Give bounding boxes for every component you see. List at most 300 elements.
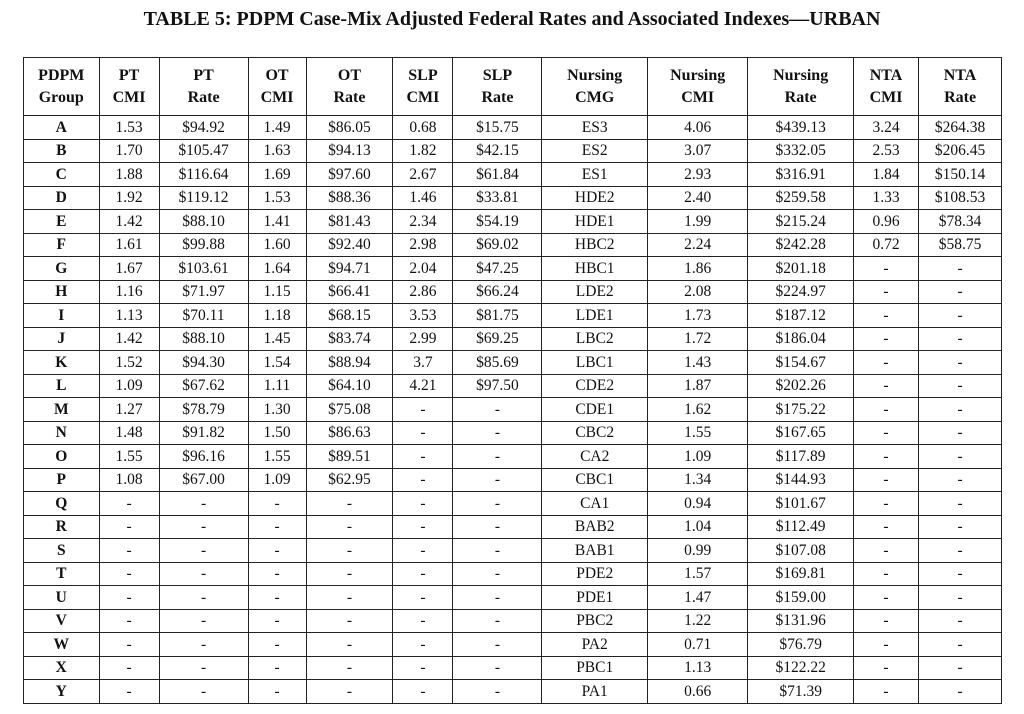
cell-nursing-cmi: 2.24 xyxy=(648,233,748,257)
cell-pt-cmi: 1.53 xyxy=(99,116,159,140)
cell-nursing-rate: $167.65 xyxy=(748,421,854,445)
cell-nta-cmi: 0.72 xyxy=(853,233,918,257)
column-header-line1: OT xyxy=(337,66,362,84)
cell-nursing-cmi: 1.87 xyxy=(648,374,748,398)
table-row xyxy=(24,374,1002,398)
cell-slp-rate: $33.81 xyxy=(453,186,542,210)
cell-nta-cmi: 1.33 xyxy=(853,186,918,210)
cell-pt-cmi: 1.55 xyxy=(99,445,159,469)
cell-nursing-cmi: 4.06 xyxy=(648,116,748,140)
cell-slp-cmi: 1.46 xyxy=(393,186,453,210)
cell-nta-cmi: - xyxy=(853,421,918,445)
table-row xyxy=(24,680,1002,704)
cell-nta-cmi: - xyxy=(853,351,918,375)
cell-ot-cmi: 1.60 xyxy=(248,233,306,257)
cell-nursing-cmi: 1.62 xyxy=(648,398,748,422)
cell-nta-cmi: 3.24 xyxy=(853,116,918,140)
cell-ot-cmi: 1.18 xyxy=(248,304,306,328)
column-header-line2: CMI xyxy=(869,88,903,106)
cell-nursing-rate: $224.97 xyxy=(748,280,854,304)
cell-pt-cmi: 1.88 xyxy=(99,163,159,187)
cell-ot-rate: - xyxy=(306,492,393,516)
cell-nursing-rate: $242.28 xyxy=(748,233,854,257)
cell-ot-rate: $89.51 xyxy=(306,445,393,469)
cell-pt-rate: $119.12 xyxy=(159,186,248,210)
cell-nursing-cmg: LDE1 xyxy=(542,304,648,328)
cell-nta-rate: - xyxy=(919,656,1002,680)
cell-nursing-rate: $202.26 xyxy=(748,374,854,398)
cell-nta-cmi: - xyxy=(853,492,918,516)
table-row xyxy=(24,327,1002,351)
cell-nursing-rate: $107.08 xyxy=(748,539,854,563)
cell-slp-rate: - xyxy=(453,586,542,610)
cell-pdpm-group: D xyxy=(24,186,100,210)
cell-slp-rate: $81.75 xyxy=(453,304,542,328)
cell-ot-cmi: 1.45 xyxy=(248,327,306,351)
cell-ot-cmi: 1.54 xyxy=(248,351,306,375)
cell-nta-rate: - xyxy=(919,515,1002,539)
cell-pt-cmi: 1.48 xyxy=(99,421,159,445)
cell-pdpm-group: E xyxy=(24,210,100,234)
cell-pt-rate: - xyxy=(159,492,248,516)
cell-nta-rate: - xyxy=(919,586,1002,610)
cell-nta-rate: - xyxy=(919,468,1002,492)
cell-nursing-rate: $159.00 xyxy=(748,586,854,610)
cell-nta-rate: - xyxy=(919,492,1002,516)
table-title: TABLE 5: PDPM Case-Mix Adjusted Federal Rates and Associated Indexes—URBAN xyxy=(143,8,881,30)
cell-nta-cmi: 1.84 xyxy=(853,163,918,187)
cell-slp-cmi: 2.99 xyxy=(393,327,453,351)
cell-slp-cmi: 2.34 xyxy=(393,210,453,234)
column-header-line1: SLP xyxy=(408,66,438,84)
cell-nursing-cmg: CBC1 xyxy=(542,468,648,492)
cell-pt-cmi: - xyxy=(99,492,159,516)
cell-nursing-cmi: 2.40 xyxy=(648,186,748,210)
cell-nursing-cmg: HDE2 xyxy=(542,186,648,210)
cell-nta-cmi: 0.96 xyxy=(853,210,918,234)
cell-nta-rate: $150.14 xyxy=(919,163,1002,187)
column-header-ot-cmi xyxy=(248,58,306,116)
cell-pdpm-group: I xyxy=(24,304,100,328)
cell-slp-rate: $66.24 xyxy=(453,280,542,304)
cell-pdpm-group: Y xyxy=(24,680,100,704)
cell-nursing-cmi: 1.13 xyxy=(648,656,748,680)
column-header-line2: Rate xyxy=(944,88,977,106)
cell-pt-cmi: 1.61 xyxy=(99,233,159,257)
cell-ot-rate: $92.40 xyxy=(306,233,393,257)
table-row xyxy=(24,139,1002,163)
cell-ot-rate: $68.15 xyxy=(306,304,393,328)
column-header-line1: OT xyxy=(265,66,289,84)
cell-nursing-cmi: 0.99 xyxy=(648,539,748,563)
cell-pt-rate: $94.30 xyxy=(159,351,248,375)
cell-ot-rate: $86.05 xyxy=(306,116,393,140)
cell-nursing-cmg: ES1 xyxy=(542,163,648,187)
column-header-slp-rate xyxy=(453,58,542,116)
cell-slp-rate: - xyxy=(453,445,542,469)
cell-nursing-cmi: 3.07 xyxy=(648,139,748,163)
cell-pdpm-group: Q xyxy=(24,492,100,516)
cell-slp-rate: - xyxy=(453,562,542,586)
cell-ot-cmi: 1.09 xyxy=(248,468,306,492)
cell-nta-rate: - xyxy=(919,280,1002,304)
cell-pdpm-group: A xyxy=(24,116,100,140)
cell-nursing-cmg: PA1 xyxy=(542,680,648,704)
table-row xyxy=(24,515,1002,539)
cell-slp-rate: - xyxy=(453,633,542,657)
column-header-line2: CMI xyxy=(406,88,440,106)
cell-pt-rate: $105.47 xyxy=(159,139,248,163)
cell-slp-cmi: - xyxy=(393,515,453,539)
cell-pt-rate: $99.88 xyxy=(159,233,248,257)
cell-pt-cmi: 1.67 xyxy=(99,257,159,281)
cell-pt-rate: $78.79 xyxy=(159,398,248,422)
cell-nursing-cmg: LDE2 xyxy=(542,280,648,304)
cell-ot-rate: $86.63 xyxy=(306,421,393,445)
cell-ot-cmi: - xyxy=(248,680,306,704)
cell-nta-rate: - xyxy=(919,351,1002,375)
cell-nta-cmi: - xyxy=(853,398,918,422)
table-row xyxy=(24,421,1002,445)
cell-pdpm-group: L xyxy=(24,374,100,398)
cell-slp-rate: $69.02 xyxy=(453,233,542,257)
cell-nta-rate: - xyxy=(919,327,1002,351)
cell-ot-rate: - xyxy=(306,609,393,633)
cell-pdpm-group: H xyxy=(24,280,100,304)
table-row xyxy=(24,633,1002,657)
cell-nursing-rate: $259.58 xyxy=(748,186,854,210)
cell-ot-rate: - xyxy=(306,656,393,680)
cell-nursing-cmi: 1.47 xyxy=(648,586,748,610)
cell-pdpm-group: X xyxy=(24,656,100,680)
cell-pdpm-group: N xyxy=(24,421,100,445)
cell-slp-cmi: 2.67 xyxy=(393,163,453,187)
cell-nta-cmi: - xyxy=(853,539,918,563)
cell-pt-cmi: 1.13 xyxy=(99,304,159,328)
table-row xyxy=(24,539,1002,563)
cell-pdpm-group: O xyxy=(24,445,100,469)
cell-pt-rate: - xyxy=(159,562,248,586)
cell-nursing-cmi: 1.09 xyxy=(648,445,748,469)
cell-nursing-rate: $131.96 xyxy=(748,609,854,633)
table-row xyxy=(24,609,1002,633)
cell-pt-cmi: 1.09 xyxy=(99,374,159,398)
cell-pdpm-group: V xyxy=(24,609,100,633)
cell-ot-rate: - xyxy=(306,515,393,539)
cell-slp-rate: $85.69 xyxy=(453,351,542,375)
cell-nta-rate: - xyxy=(919,680,1002,704)
table-row xyxy=(24,468,1002,492)
cell-ot-cmi: - xyxy=(248,586,306,610)
cell-pt-rate: - xyxy=(159,633,248,657)
cell-pt-cmi: 1.16 xyxy=(99,280,159,304)
cell-nursing-cmg: HDE1 xyxy=(542,210,648,234)
cell-pdpm-group: G xyxy=(24,257,100,281)
cell-ot-rate: $66.41 xyxy=(306,280,393,304)
cell-nursing-rate: $316.91 xyxy=(748,163,854,187)
cell-ot-rate: $62.95 xyxy=(306,468,393,492)
cell-slp-rate: $54.19 xyxy=(453,210,542,234)
cell-slp-cmi: - xyxy=(393,492,453,516)
cell-slp-rate: - xyxy=(453,468,542,492)
cell-slp-rate: - xyxy=(453,539,542,563)
cell-slp-cmi: - xyxy=(393,539,453,563)
cell-nta-cmi: - xyxy=(853,515,918,539)
table-row xyxy=(24,186,1002,210)
cell-ot-rate: $94.13 xyxy=(306,139,393,163)
table-row xyxy=(24,233,1002,257)
cell-nta-cmi: - xyxy=(853,257,918,281)
cell-slp-rate: $47.25 xyxy=(453,257,542,281)
cell-nursing-cmi: 1.99 xyxy=(648,210,748,234)
cell-slp-cmi: 4.21 xyxy=(393,374,453,398)
cell-slp-rate: - xyxy=(453,515,542,539)
column-header-nta-rate xyxy=(919,58,1002,116)
cell-ot-cmi: 1.41 xyxy=(248,210,306,234)
cell-slp-cmi: 3.7 xyxy=(393,351,453,375)
cell-nursing-cmi: 1.73 xyxy=(648,304,748,328)
cell-nursing-cmi: 1.86 xyxy=(648,257,748,281)
cell-slp-rate: $97.50 xyxy=(453,374,542,398)
cell-nursing-cmg: PDE2 xyxy=(542,562,648,586)
cell-ot-cmi: 1.15 xyxy=(248,280,306,304)
cell-nursing-cmi: 2.08 xyxy=(648,280,748,304)
cell-ot-cmi: 1.50 xyxy=(248,421,306,445)
cell-ot-rate: - xyxy=(306,539,393,563)
cell-pt-rate: $88.10 xyxy=(159,327,248,351)
cell-nursing-cmg: CDE2 xyxy=(542,374,648,398)
cell-ot-rate: - xyxy=(306,586,393,610)
cell-slp-rate: - xyxy=(453,609,542,633)
cell-ot-rate: $88.36 xyxy=(306,186,393,210)
cell-nursing-cmi: 0.66 xyxy=(648,680,748,704)
table-row xyxy=(24,445,1002,469)
cell-pt-cmi: - xyxy=(99,562,159,586)
table-row xyxy=(24,562,1002,586)
table-row xyxy=(24,656,1002,680)
cell-nursing-cmi: 1.04 xyxy=(648,515,748,539)
cell-ot-cmi: 1.30 xyxy=(248,398,306,422)
cell-nursing-cmg: PDE1 xyxy=(542,586,648,610)
cell-ot-cmi: 1.69 xyxy=(248,163,306,187)
cell-ot-rate: - xyxy=(306,562,393,586)
cell-slp-cmi: - xyxy=(393,586,453,610)
cell-slp-rate: - xyxy=(453,421,542,445)
column-header-line2: Rate xyxy=(481,88,514,106)
cell-nursing-rate: $76.79 xyxy=(748,633,854,657)
cell-pt-cmi: 1.27 xyxy=(99,398,159,422)
cell-pdpm-group: R xyxy=(24,515,100,539)
column-header-line1: Nursing xyxy=(773,66,829,84)
cell-ot-rate: $94.71 xyxy=(306,257,393,281)
column-header-ot-rate xyxy=(306,58,393,116)
cell-ot-cmi: 1.11 xyxy=(248,374,306,398)
cell-nta-rate: $264.38 xyxy=(919,116,1002,140)
cell-pt-cmi: 1.92 xyxy=(99,186,159,210)
cell-pt-cmi: - xyxy=(99,680,159,704)
cell-pt-cmi: - xyxy=(99,515,159,539)
column-header-line2: CMG xyxy=(575,88,615,106)
cell-pt-cmi: 1.52 xyxy=(99,351,159,375)
cell-slp-cmi: - xyxy=(393,445,453,469)
cell-nta-cmi: - xyxy=(853,468,918,492)
cell-pt-rate: $70.11 xyxy=(159,304,248,328)
cell-pdpm-group: P xyxy=(24,468,100,492)
cell-nursing-rate: $201.18 xyxy=(748,257,854,281)
cell-ot-cmi: - xyxy=(248,633,306,657)
cell-nta-rate: $206.45 xyxy=(919,139,1002,163)
cell-pt-cmi: - xyxy=(99,656,159,680)
cell-ot-rate: $64.10 xyxy=(306,374,393,398)
rates-table xyxy=(23,57,1002,704)
column-header-line2: Group xyxy=(38,88,84,106)
cell-nta-cmi: - xyxy=(853,609,918,633)
cell-pt-rate: $91.82 xyxy=(159,421,248,445)
cell-ot-cmi: 1.49 xyxy=(248,116,306,140)
cell-nursing-cmi: 1.43 xyxy=(648,351,748,375)
cell-nursing-rate: $122.22 xyxy=(748,656,854,680)
cell-slp-cmi: - xyxy=(393,680,453,704)
table-row xyxy=(24,257,1002,281)
cell-slp-rate: $61.84 xyxy=(453,163,542,187)
cell-nta-cmi: - xyxy=(853,327,918,351)
cell-nursing-rate: $215.24 xyxy=(748,210,854,234)
column-header-line1: PDPM xyxy=(38,66,85,84)
cell-pdpm-group: K xyxy=(24,351,100,375)
cell-nursing-rate: $112.49 xyxy=(748,515,854,539)
cell-pt-rate: - xyxy=(159,539,248,563)
table-row xyxy=(24,304,1002,328)
cell-nta-cmi: 2.53 xyxy=(853,139,918,163)
cell-nursing-cmg: PBC2 xyxy=(542,609,648,633)
cell-slp-rate: $15.75 xyxy=(453,116,542,140)
cell-ot-rate: $81.43 xyxy=(306,210,393,234)
table-row xyxy=(24,163,1002,187)
cell-slp-cmi: - xyxy=(393,421,453,445)
column-header-line1: PT xyxy=(118,66,140,84)
cell-slp-cmi: 0.68 xyxy=(393,116,453,140)
cell-nta-rate: - xyxy=(919,257,1002,281)
cell-nursing-cmi: 1.34 xyxy=(648,468,748,492)
cell-slp-cmi: 2.04 xyxy=(393,257,453,281)
cell-slp-cmi: - xyxy=(393,656,453,680)
table-header xyxy=(24,58,1002,116)
cell-nta-rate: - xyxy=(919,421,1002,445)
cell-pdpm-group: S xyxy=(24,539,100,563)
cell-ot-rate: - xyxy=(306,633,393,657)
cell-pdpm-group: F xyxy=(24,233,100,257)
cell-ot-rate: $83.74 xyxy=(306,327,393,351)
column-header-line1: Nursing xyxy=(567,66,623,84)
cell-ot-cmi: - xyxy=(248,515,306,539)
cell-ot-cmi: 1.55 xyxy=(248,445,306,469)
table-row xyxy=(24,116,1002,140)
cell-nta-cmi: - xyxy=(853,280,918,304)
cell-nta-rate: - xyxy=(919,304,1002,328)
cell-nursing-cmi: 1.57 xyxy=(648,562,748,586)
column-header-nursing-cmi xyxy=(648,58,748,116)
cell-slp-cmi: - xyxy=(393,468,453,492)
cell-slp-cmi: - xyxy=(393,609,453,633)
column-header-pdpm-group xyxy=(24,58,100,116)
cell-nursing-rate: $101.67 xyxy=(748,492,854,516)
cell-nursing-cmg: CBC2 xyxy=(542,421,648,445)
cell-slp-rate: - xyxy=(453,492,542,516)
cell-pt-rate: $88.10 xyxy=(159,210,248,234)
cell-pdpm-group: B xyxy=(24,139,100,163)
cell-slp-rate: - xyxy=(453,398,542,422)
column-header-slp-cmi xyxy=(393,58,453,116)
cell-pt-rate: - xyxy=(159,680,248,704)
cell-nta-cmi: - xyxy=(853,680,918,704)
cell-pt-cmi: - xyxy=(99,609,159,633)
cell-nta-rate: - xyxy=(919,609,1002,633)
cell-pt-rate: - xyxy=(159,586,248,610)
column-header-line2: CMI xyxy=(112,88,146,106)
table-row xyxy=(24,210,1002,234)
cell-nta-rate: $58.75 xyxy=(919,233,1002,257)
cell-slp-cmi: 2.86 xyxy=(393,280,453,304)
column-header-line2: Rate xyxy=(187,88,220,106)
cell-slp-rate: $42.15 xyxy=(453,139,542,163)
cell-nta-cmi: - xyxy=(853,656,918,680)
cell-nursing-cmi: 1.72 xyxy=(648,327,748,351)
cell-nursing-rate: $154.67 xyxy=(748,351,854,375)
cell-slp-cmi: - xyxy=(393,562,453,586)
cell-nta-cmi: - xyxy=(853,633,918,657)
cell-ot-cmi: - xyxy=(248,609,306,633)
cell-nursing-cmi: 1.55 xyxy=(648,421,748,445)
cell-slp-cmi: 3.53 xyxy=(393,304,453,328)
cell-slp-cmi: - xyxy=(393,633,453,657)
cell-ot-rate: $75.08 xyxy=(306,398,393,422)
cell-slp-rate: - xyxy=(453,680,542,704)
cell-ot-cmi: - xyxy=(248,492,306,516)
cell-nursing-rate: $186.04 xyxy=(748,327,854,351)
table-row xyxy=(24,280,1002,304)
column-header-line2: Rate xyxy=(333,88,366,106)
cell-pt-rate: - xyxy=(159,515,248,539)
cell-ot-rate: $97.60 xyxy=(306,163,393,187)
cell-pt-cmi: 1.42 xyxy=(99,210,159,234)
cell-nta-rate: $78.34 xyxy=(919,210,1002,234)
cell-nursing-cmi: 0.71 xyxy=(648,633,748,657)
cell-nta-rate: - xyxy=(919,445,1002,469)
column-header-nursing-cmg xyxy=(542,58,648,116)
cell-pdpm-group: W xyxy=(24,633,100,657)
cell-ot-rate: $88.94 xyxy=(306,351,393,375)
cell-nursing-cmg: LBC1 xyxy=(542,351,648,375)
cell-nursing-rate: $71.39 xyxy=(748,680,854,704)
cell-pt-rate: $116.64 xyxy=(159,163,248,187)
cell-nursing-cmg: LBC2 xyxy=(542,327,648,351)
column-header-line2: CMI xyxy=(681,88,715,106)
cell-nta-cmi: - xyxy=(853,562,918,586)
cell-nta-rate: - xyxy=(919,398,1002,422)
cell-nursing-cmg: ES3 xyxy=(542,116,648,140)
cell-slp-cmi: 1.82 xyxy=(393,139,453,163)
cell-nursing-cmg: CA2 xyxy=(542,445,648,469)
cell-nursing-cmg: CA1 xyxy=(542,492,648,516)
column-header-line2: CMI xyxy=(260,88,294,106)
cell-pt-cmi: - xyxy=(99,586,159,610)
cell-nta-rate: $108.53 xyxy=(919,186,1002,210)
header-row xyxy=(24,58,1002,116)
cell-pdpm-group: C xyxy=(24,163,100,187)
cell-nursing-cmg: ES2 xyxy=(542,139,648,163)
cell-pt-rate: - xyxy=(159,609,248,633)
column-header-line1: NTA xyxy=(869,66,903,84)
